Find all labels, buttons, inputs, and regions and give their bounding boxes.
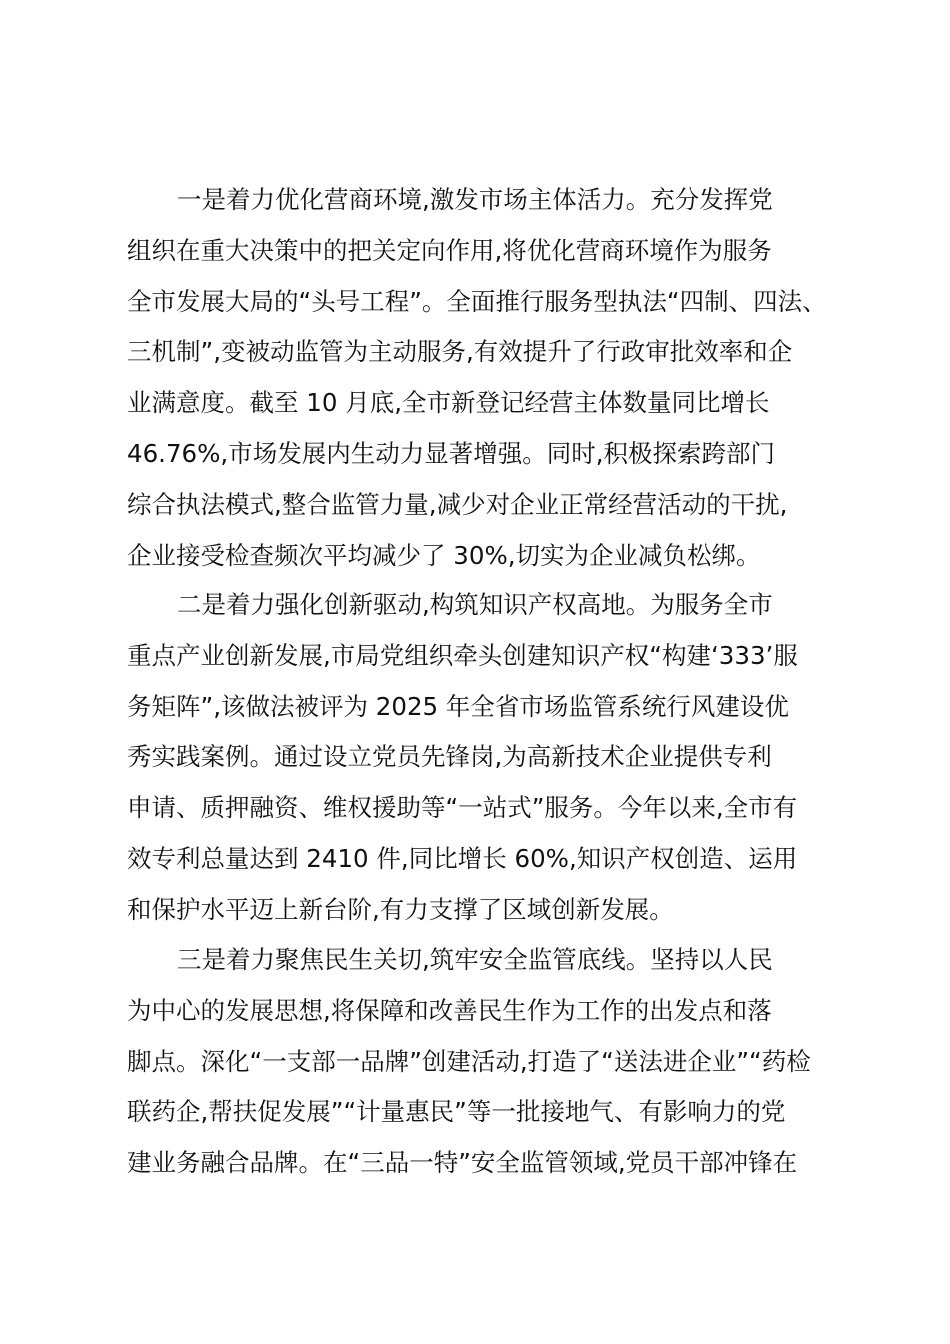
paragraph-1-line-5: 业满意度。截至 10 月底,全市新登记经营主体数量同比增长 xyxy=(127,388,770,417)
paragraph-2-line-3: 务矩阵”,该做法被评为 2025 年全省市场监管系统行风建设优 xyxy=(127,692,789,721)
paragraph-2-line-4: 秀实践案例。通过设立党员先锋岗,为高新技术企业提供专利 xyxy=(127,742,772,771)
paragraph-1-line-1: 一是着力优化营商环境,激发市场主体活力。充分发挥党 xyxy=(177,185,773,214)
paragraph-2-line-5: 申请、质押融资、维权援助等“一站式”服务。今年以来,全市有 xyxy=(127,793,798,822)
paragraph-3-line-5: 建业务融合品牌。在“三品一特”安全监管领域,党员干部冲锋在 xyxy=(127,1148,798,1177)
paragraph-2-line-1: 二是着力强化创新驱动,构筑知识产权高地。为服务全市 xyxy=(177,590,773,619)
paragraph-2-line-7: 和保护水平迈上新台阶,有力支撑了区域创新发展。 xyxy=(127,895,674,924)
paragraph-2-line-6: 效专利总量达到 2410 件,同比增长 60%,知识产权创造、运用 xyxy=(127,844,798,873)
paragraph-3-line-4: 联药企,帮扶促发展”“计量惠民”等一批接地气、有影响力的党 xyxy=(127,1097,786,1126)
paragraph-3-line-2: 为中心的发展思想,将保障和改善民生作为工作的出发点和落 xyxy=(127,996,772,1025)
paragraph-1-line-4: 三机制”,变被动监管为主动服务,有效提升了行政审批效率和企 xyxy=(127,337,793,366)
paragraph-3-line-3: 脚点。深化“一支部一品牌”创建活动,打造了“送法进企业”“药检 xyxy=(127,1047,811,1076)
paragraph-1-line-2: 组织在重大决策中的把关定向作用,将优化营商环境作为服务 xyxy=(127,236,772,265)
paragraph-1-line-3: 全市发展大局的“头号工程”。全面推行服务型执法“四制、四法、 xyxy=(127,287,827,316)
paragraph-1-line-6: 46.76%,市场发展内生动力显著增强。同时,积极探索跨部门 xyxy=(127,439,775,468)
paragraph-1-line-7: 综合执法模式,整合监管力量,减少对企业正常经营活动的干扰, xyxy=(127,490,788,519)
paragraph-1-line-8: 企业接受检查频次平均减少了 30%,切实为企业减负松绑。 xyxy=(127,541,761,570)
paragraph-2-line-2: 重点产业创新发展,市局党组织牵头创建知识产权“构建‘333’服 xyxy=(127,641,798,670)
paragraph-3-line-1: 三是着力聚焦民生关切,筑牢安全监管底线。坚持以人民 xyxy=(177,945,773,974)
